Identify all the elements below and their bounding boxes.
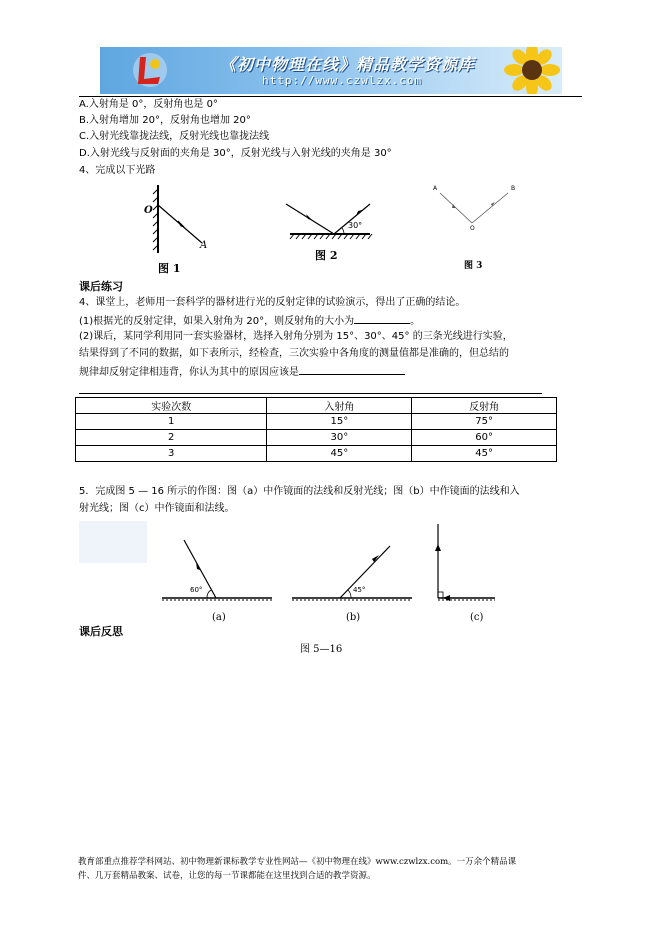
figure-2 (282, 198, 374, 244)
option-b: B.入射角增加 20°，反射角也增加 20° (79, 115, 251, 126)
table-header-cell: 实验次数 (76, 398, 267, 414)
sunflower-icon (492, 47, 562, 94)
figure-3 (428, 183, 524, 239)
q5-label-b: (b) (346, 612, 361, 623)
q4-sub2-line3 (79, 364, 405, 380)
table-cell: 3 (76, 446, 267, 462)
q5-label-a: (a) (212, 612, 226, 623)
q5-line2: 射光线；图（c）中作镜面和法线。 (79, 503, 235, 514)
q4-sub2-line1: (2)课后，某同学利用同一套实验器材，选择入射角分别为 15°、30°、45° 的三条光线进行实验， (79, 331, 513, 342)
after-class-heading: 课后练习 (79, 280, 123, 293)
table-cell: 30° (267, 430, 412, 446)
header-banner (100, 47, 562, 94)
fig2-angle-label: 30° (348, 221, 363, 230)
q5-angle-a: 60° (190, 586, 203, 594)
table-cell: 45° (412, 446, 557, 462)
header-rule (79, 96, 582, 97)
footer-line-2: 件、几万套精品教案、试卷，让您的每一节课都能在这里找到合适的教学资源。 (78, 871, 376, 881)
q4-sub2-line2: 结果得到了不同的数据，如下表所示，经检查，三次实验中各角度的测量值都是准确的，但总结的 (79, 348, 509, 359)
faint-box (79, 521, 147, 563)
q4-sub2-line3-text: 规律却反射定律相违背，你认为其中的原因应该是 (79, 367, 299, 378)
fig2-caption: 图 2 (315, 249, 338, 262)
banner-url[interactable]: http://www.czwlzx.com (262, 74, 423, 87)
fig3-label-o: O (470, 225, 475, 232)
fig3-label-a: A (433, 185, 438, 192)
table-row (76, 446, 557, 462)
fig1-label-a: A (200, 240, 208, 251)
experiment-table (75, 397, 557, 462)
q4-sub1-end: 。 (410, 316, 421, 327)
q5-label-c: (c) (470, 612, 484, 623)
q5-caption: 图 5—16 (300, 644, 343, 655)
reflection-heading: 课后反思 (79, 625, 123, 638)
q4-sub1 (79, 313, 420, 329)
table-cell: 1 (76, 414, 267, 430)
table-header-row (76, 398, 557, 414)
table-header-cell: 反射角 (412, 398, 557, 414)
banner-title: 《初中物理在线》精品教学资源库 (220, 55, 476, 74)
fig1-label-o: O (144, 205, 153, 216)
logo-icon (132, 51, 168, 89)
table-header-cell: 入射角 (267, 398, 412, 414)
fig1-caption: 图 1 (158, 262, 181, 275)
option-c: C.入射光线靠拢法线，反射光线也靠拢法线 (79, 131, 270, 142)
fig3-label-b: B (511, 185, 516, 192)
table-cell: 60° (412, 430, 557, 446)
footer-line-1: 教育部重点推荐学科网站、初中物理新课标教学专业性网站—《初中物理在线》www.czwlzx.com。一万余个精品课 (78, 857, 517, 867)
q5-line1: 5．完成图 5 — 16 所示的作图：图（a）中作镜面的法线和反射光线；图（b）中作镜面的法线和入 (79, 486, 520, 497)
figure-5-16 (160, 518, 542, 628)
q4-sub1-text: (1)根据光的反射定律，如果入射角为 20°，则反射角的大小为 (79, 316, 355, 327)
table-row (76, 430, 557, 446)
table-cell: 2 (76, 430, 267, 446)
question-4-intro: 4、完成以下光路 (79, 165, 156, 176)
table-cell: 15° (267, 414, 412, 430)
option-d: D.入射光线与反射面的夹角是 30°，反射光线与入射光线的夹角是 30° (79, 148, 392, 159)
table-cell: 75° (412, 414, 557, 430)
q4-sub1-blank[interactable] (354, 313, 410, 324)
q4-text: 4、课堂上，老师用一套科学的器材进行光的反射定律的试验演示，得出了正确的结论。 (79, 297, 466, 308)
q5-angle-b: 45° (353, 586, 366, 594)
table-cell: 45° (267, 446, 412, 462)
q4-sub2-blank[interactable] (299, 364, 405, 375)
answer-line[interactable] (79, 393, 542, 394)
fig3-caption: 图 3 (464, 261, 483, 271)
option-a: A.入射角是 0°，反射角也是 0° (79, 99, 218, 110)
table-row (76, 414, 557, 430)
